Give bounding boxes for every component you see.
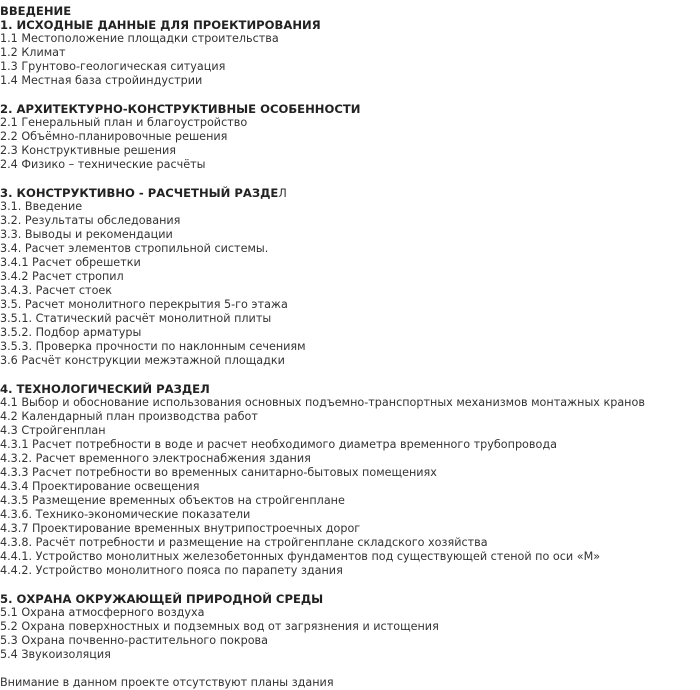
toc-item: 5.1 Охрана атмосферного воздуха <box>0 606 205 619</box>
section-heading-tail: Л <box>278 187 287 200</box>
section-heading-text: 1. ИСХОДНЫЕ ДАННЫЕ ДЛЯ ПРОЕКТИРОВАНИЯ <box>0 18 321 32</box>
toc-item: 4.3.2. Расчет временного электроснабжения здания <box>0 452 311 465</box>
toc-item: 4.3.5 Размещение временных объектов на стройгенплане <box>0 494 345 507</box>
section-heading <box>0 382 700 396</box>
toc-item: 4.3 Стройгенплан <box>0 424 106 437</box>
toc-item: 5.3 Охрана почвенно-растительного покрова <box>0 634 269 647</box>
section-heading <box>0 186 700 200</box>
section-2 <box>0 102 700 186</box>
section-5 <box>0 592 700 676</box>
toc-item: 3.3. Выводы и рекомендации <box>0 228 173 241</box>
section-4 <box>0 382 700 592</box>
intro-heading: ВВЕДЕНИЕ <box>0 4 72 18</box>
toc-item: 4.3.4 Проектирование освещения <box>0 480 200 493</box>
toc-item: 3.1. Введение <box>0 200 83 213</box>
toc-item: 4.3.6. Технико-экономические показатели <box>0 508 251 521</box>
section-spacer <box>0 578 700 592</box>
toc-item: 3.5.3. Проверка прочности по наклонным сечениям <box>0 340 306 353</box>
toc-item: 1.2 Климат <box>0 46 66 59</box>
document-body <box>0 4 700 690</box>
toc-item: 4.3.8. Расчёт потребности и размещение на стройгенплане складского хозяйства <box>0 536 488 549</box>
toc-item: 2.3 Конструктивные решения <box>0 144 176 157</box>
section-heading-text: 2. АРХИТЕКТУРНО-КОНСТРУКТИВНЫЕ ОСОБЕННОСТИ <box>0 102 361 116</box>
toc-item: 1.3 Грунтово-геологическая ситуация <box>0 60 226 73</box>
section-spacer <box>0 368 700 382</box>
toc-item: 2.4 Физико – технические расчёты <box>0 158 206 171</box>
toc-item: 3.4.2 Расчет стропил <box>0 270 124 283</box>
section-heading <box>0 18 700 32</box>
section-1 <box>0 18 700 102</box>
toc-item: 4.2 Календарный план производства работ <box>0 410 258 423</box>
section-heading <box>0 102 700 116</box>
toc-item: 4.4.1. Устройство монолитных железобетонных фундаментов под существующей стеной по оси «М» <box>0 550 601 563</box>
footer-note: Внимание в данном проекте отсутствуют планы здания <box>0 676 334 689</box>
toc-item: 3.4.3. Расчет стоек <box>0 284 113 297</box>
toc-item: 2.2 Объёмно-планировочные решения <box>0 130 228 143</box>
sections-container <box>0 18 700 676</box>
toc-item: 4.3.7 Проектирование временных внутрипостроечных дорог <box>0 522 361 535</box>
toc-item: 5.4 Звукоизоляция <box>0 648 111 661</box>
toc-item: 3.5.2. Подбор арматуры <box>0 326 142 339</box>
toc-item: 3.5. Расчет монолитного перекрытия 5-го этажа <box>0 298 288 311</box>
toc-item: 4.3.3 Расчет потребности во временных санитарно-бытовых помещениях <box>0 466 437 479</box>
toc-item: 1.4 Местная база стройиндустрии <box>0 74 203 87</box>
toc-item: 2.1 Генеральный план и благоустройство <box>0 116 248 129</box>
section-heading <box>0 592 700 606</box>
section-3 <box>0 186 700 382</box>
section-spacer <box>0 88 700 102</box>
toc-item: 3.6 Расчёт конструкции межэтажной площадки <box>0 354 285 367</box>
toc-item: 3.2. Результаты обследования <box>0 214 181 227</box>
section-heading-text: 3. КОНСТРУКТИВНО - РАСЧЕТНЫЙ РАЗДЕ <box>0 186 279 200</box>
section-heading-text: 4. ТЕХНОЛОГИЧЕСКИЙ РАЗДЕЛ <box>0 382 210 396</box>
toc-item: 3.4. Расчет элементов стропильной системы. <box>0 242 269 255</box>
toc-item: 4.1 Выбор и обоснование использования основных подъемно-транспортных механизмов монтажных кранов <box>0 396 645 409</box>
section-spacer <box>0 662 700 676</box>
toc-item: 3.4.1 Расчет обрешетки <box>0 256 141 269</box>
section-spacer <box>0 172 700 186</box>
section-heading-text: 5. ОХРАНА ОКРУЖАЮЩЕЙ ПРИРОДНОЙ СРЕДЫ <box>0 592 324 606</box>
toc-item: 4.4.2. Устройство монолитного пояса по парапету здания <box>0 564 343 577</box>
toc-item: 1.1 Местоположение площадки строительства <box>0 32 279 45</box>
toc-item: 3.5.1. Статический расчёт монолитной плиты <box>0 312 272 325</box>
toc-item: 4.3.1 Расчет потребности в воде и расчет необходимого диаметра временного трубопровода <box>0 438 557 451</box>
toc-item: 5.2 Охрана поверхностных и подземных вод от загрязнения и истощения <box>0 620 439 633</box>
